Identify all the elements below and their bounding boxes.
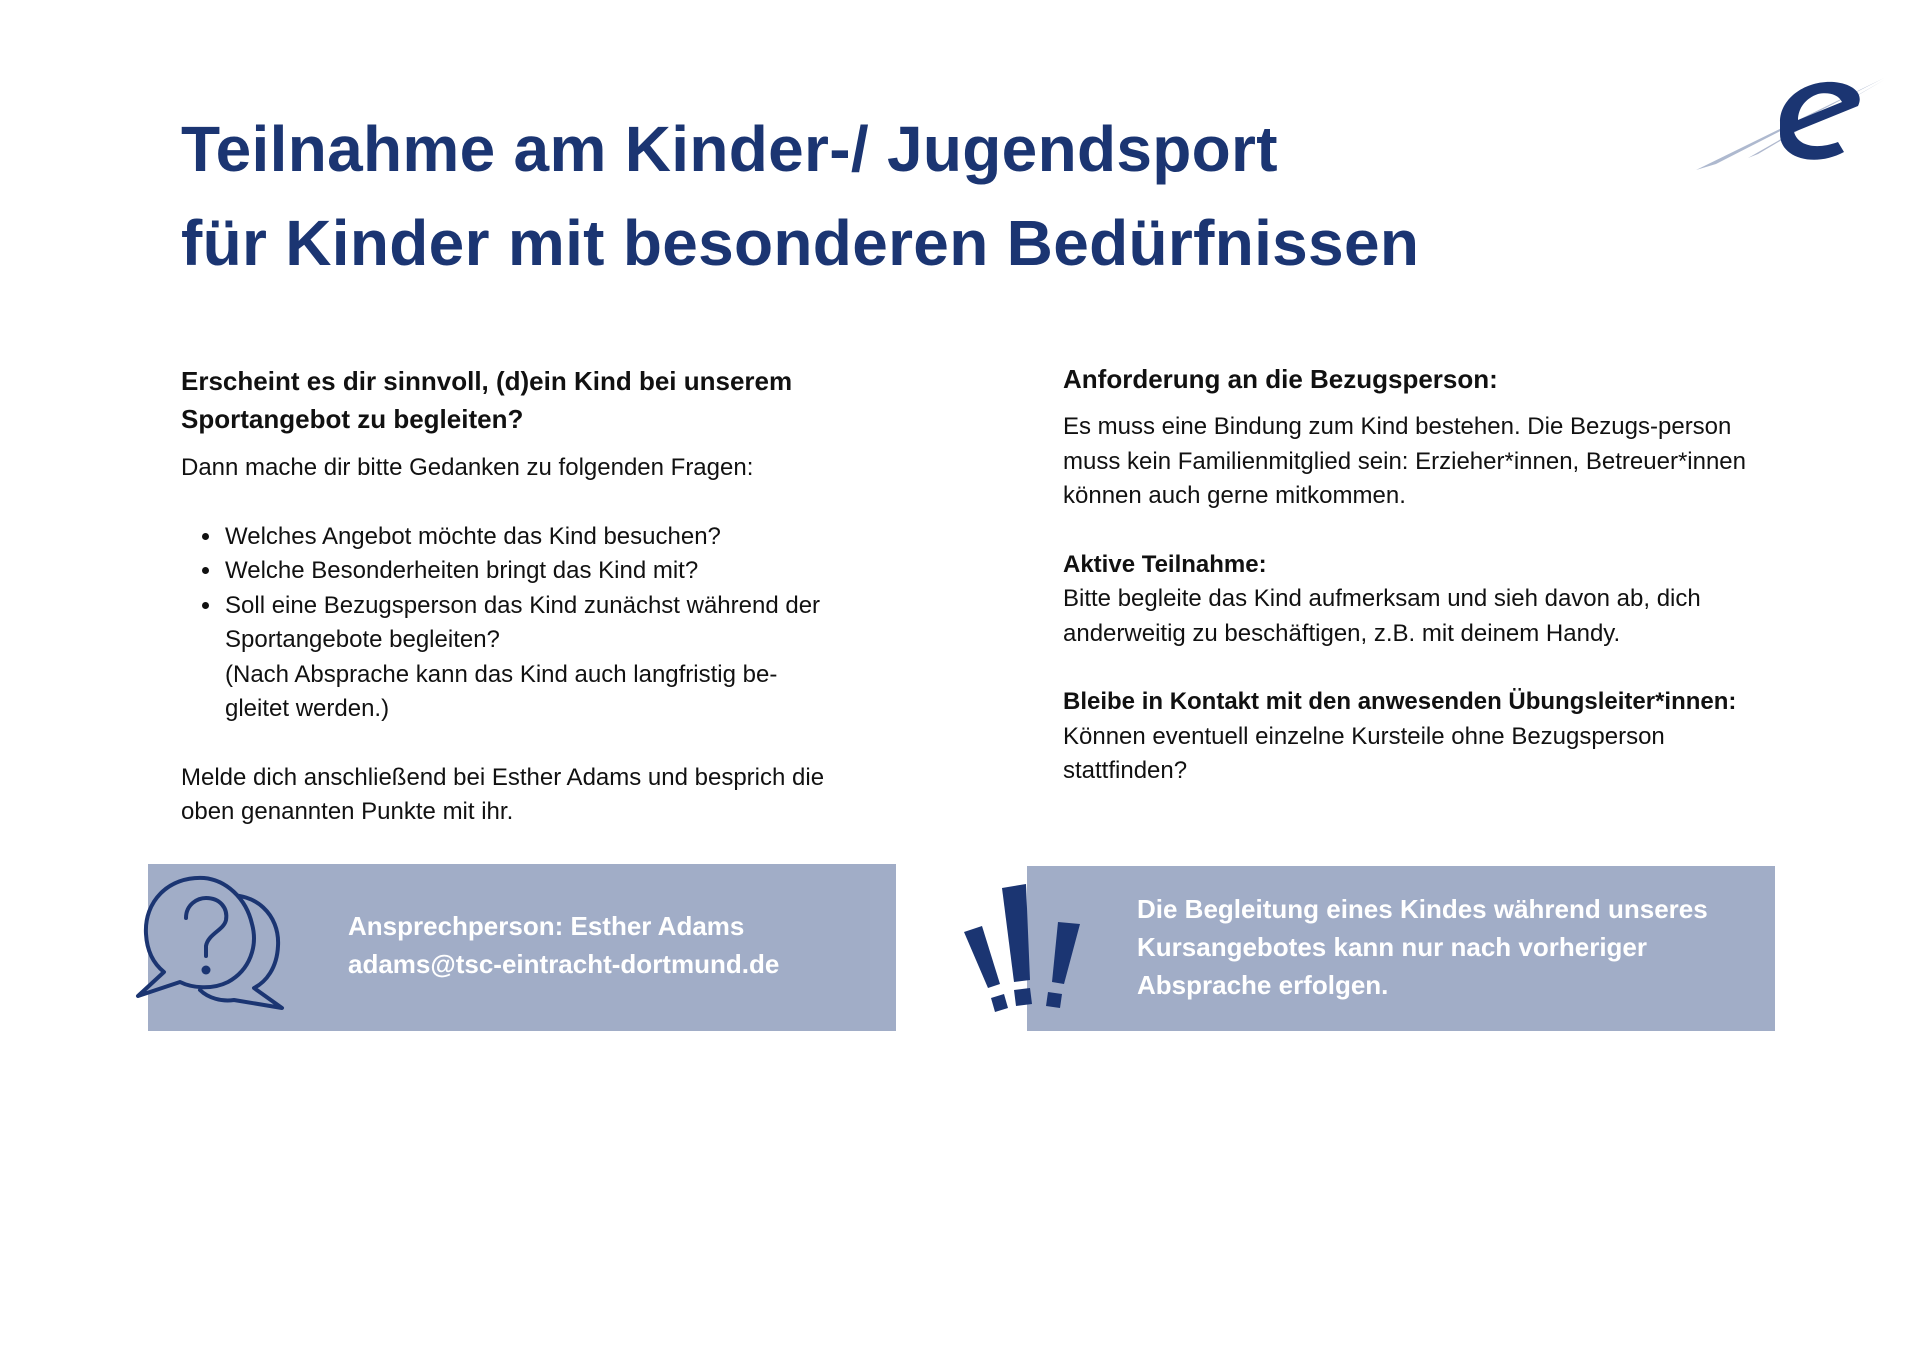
requirement-line-2: muss kein Familienmitglied sein: Erzieher*innen, Betreuer*innen <box>1063 447 1747 475</box>
contact-line-2: stattfinden? <box>1063 757 1188 784</box>
left-heading-line-1: Erscheint es dir sinnvoll, (d)ein Kind bei unserem <box>181 366 793 396</box>
contact-heading: Bleibe in Kontakt mit den anwesenden Übungsleiter*innen: <box>1063 688 1737 715</box>
contact-name: Ansprechperson: Esther Adams <box>348 911 745 941</box>
left-column <box>181 362 901 830</box>
exclamation-marks-icon <box>958 880 1088 1020</box>
active-heading: Aktive Teilnahme: <box>1063 550 1267 578</box>
closing-line-1: Melde dich anschließend bei Esther Adams und besprich die <box>181 763 825 791</box>
contact-line-1: Können eventuell einzelne Kursteile ohne Bezugsperson <box>1063 722 1665 750</box>
notice-line-3: Absprache erfolgen. <box>1137 970 1389 1000</box>
left-intro: Dann mache dir bitte Gedanken zu folgenden Fragen: <box>181 454 754 481</box>
notice-line-1: Die Begleitung eines Kindes während unseres <box>1137 894 1708 924</box>
list-item: • Welche Besonderheiten bringt das Kind mit? <box>223 554 901 589</box>
contact-email[interactable]: adams@tsc-eintracht-dortmund.de <box>348 949 780 979</box>
speech-bubble-question-icon <box>134 872 286 1014</box>
left-heading-line-2: Sportangebot zu begleiten? <box>181 404 524 434</box>
closing-line-2: oben genannten Punkte mit ihr. <box>181 798 514 825</box>
list-item <box>223 589 901 727</box>
eintracht-logo-icon <box>1688 76 1886 176</box>
left-heading <box>181 362 901 438</box>
requirement-text <box>1063 410 1803 514</box>
requirement-heading: Anforderung an die Bezugsperson: <box>1063 364 1498 394</box>
left-closing <box>181 761 901 830</box>
active-line-2: anderweitig zu beschäftigen, z.B. mit deinem Handy. <box>1063 619 1621 647</box>
list-item: • Welches Angebot möchte das Kind besuchen? <box>223 520 901 555</box>
note-line-1: (Nach Absprache kann das Kind auch langfristig be- <box>225 660 778 688</box>
notice-line-2: Kursangebotes kann nur nach vorheriger <box>1137 932 1648 962</box>
title-line-2: für Kinder mit besonderen Bedürfnissen <box>181 207 1420 279</box>
active-line-1: Bitte begleite das Kind aufmerksam und sieh davon ab, dich <box>1063 585 1701 612</box>
notice-box-text <box>1137 890 1747 1004</box>
notice-box <box>1027 866 1775 1031</box>
question-text: Soll eine Bezugsperson das Kind zunächst während der Sportangebote begleiten? <box>225 591 821 653</box>
requirement-line-3: können auch gerne mitkommen. <box>1063 482 1406 509</box>
active-text <box>1063 582 1803 651</box>
contact-text <box>1063 720 1803 789</box>
right-column <box>1063 360 1803 789</box>
question-list <box>181 520 901 727</box>
title-line-1: Teilnahme am Kinder-/ Jugendsport <box>181 113 1278 185</box>
requirement-line-1: Es muss eine Bindung zum Kind bestehen. Die Bezugs-person <box>1063 413 1732 440</box>
page-title <box>181 102 1531 290</box>
contact-box-text <box>348 907 779 983</box>
note-line-2: gleitet werden.) <box>225 695 390 722</box>
